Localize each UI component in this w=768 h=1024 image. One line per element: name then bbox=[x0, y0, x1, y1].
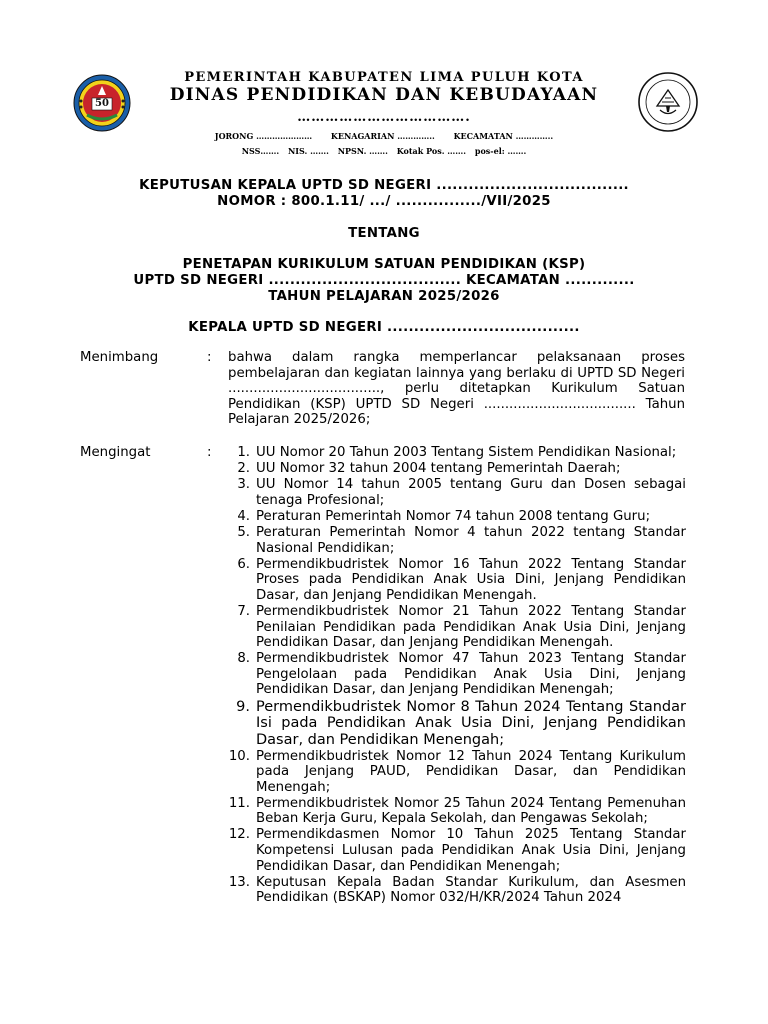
mengingat-item-number: 8. bbox=[237, 651, 250, 667]
decree-kepala: KEPALA UPTD SD NEGERI .................................... bbox=[188, 320, 580, 335]
mengingat-item bbox=[224, 445, 686, 461]
mengingat-item-number: 5. bbox=[237, 524, 250, 540]
letterhead-school-placeholder: ………………………………. bbox=[297, 110, 471, 125]
identifier-nss: NSS……. bbox=[241, 146, 280, 156]
decree-title: KEPUTUSAN KEPALA UPTD SD NEGERI .................................... bbox=[139, 178, 629, 193]
letterhead-address bbox=[0, 131, 768, 141]
mengingat-item-text: Permendikbudristek Nomor 16 Tahun 2022 Tentang Standar Proses pada Pendidikan Anak Usia Dini, Jenjang Pendidikan Dasar, dan Jenjang Pendidikan Menengah. bbox=[256, 556, 686, 603]
mengingat-item-number: 4. bbox=[237, 508, 250, 524]
menimbang-label: Menimbang bbox=[80, 350, 159, 365]
mengingat-item bbox=[224, 699, 686, 749]
mengingat-item bbox=[224, 651, 686, 698]
letterhead-identifiers bbox=[0, 146, 768, 156]
mengingat-item-text: Keputusan Kepala Badan Standar Kurikulum, dan Asesmen Pendidikan (BSKAP) Nomor 032/H/KR/2024 Tahun 2024 bbox=[256, 874, 686, 906]
mengingat-item bbox=[224, 796, 686, 827]
mengingat-item bbox=[224, 749, 686, 796]
mengingat-item-text: Peraturan Pemerintah Nomor 4 tahun 2022 tentang Standar Nasional Pendidikan; bbox=[256, 524, 686, 556]
identifier-pos-el: pos-el: ……. bbox=[474, 146, 527, 156]
letterhead-agency: DINAS PENDIDIKAN DAN KEBUDAYAAN bbox=[169, 85, 599, 105]
decree-number: NOMOR : 800.1.11/ .../ ................/VII/2025 bbox=[217, 194, 551, 209]
mengingat-item-text: UU Nomor 32 tahun 2004 tentang Pemerintah Daerah; bbox=[256, 461, 621, 477]
mengingat-item-text: Permendikbudristek Nomor 25 Tahun 2024 Tentang Pemenuhan Beban Kerja Guru, Kepala Sekolah, dan Pengawas Sekolah; bbox=[256, 795, 686, 827]
letterhead-government: PEMERINTAH KABUPATEN LIMA PULUH KOTA bbox=[184, 70, 584, 85]
menimbang-colon: : bbox=[207, 350, 212, 365]
mengingat-item bbox=[224, 827, 686, 874]
decree-subject-line1: PENETAPAN KURIKULUM SATUAN PENDIDIKAN (KSP) bbox=[182, 257, 586, 272]
mengingat-item-text: Permendikbudristek Nomor 47 Tahun 2023 Tentang Standar Pengelolaan pada Pendidikan Anak Usia Dini, Jenjang Pendidikan Dasar, dan Jenjang Pendidikan Menengah; bbox=[256, 651, 686, 698]
address-kecamatan: KECAMATAN ………….. bbox=[453, 131, 554, 141]
decree-subject-line3: TAHUN PELAJARAN 2025/2026 bbox=[268, 289, 500, 304]
mengingat-item-number: 11. bbox=[228, 795, 250, 811]
decree-subject-line2: UPTD SD NEGERI .................................... KECAMATAN ............. bbox=[133, 273, 635, 288]
mengingat-item-number: 13. bbox=[228, 874, 250, 890]
mengingat-item bbox=[224, 557, 686, 604]
mengingat-item-number: 3. bbox=[237, 477, 250, 493]
mengingat-label: Mengingat bbox=[80, 445, 151, 460]
decree-tentang: TENTANG bbox=[348, 226, 420, 241]
mengingat-item bbox=[224, 604, 686, 651]
identifier-kotak-pos: Kotak Pos. ……. bbox=[396, 146, 467, 156]
mengingat-item-text: Permendikdasmen Nomor 10 Tahun 2025 Tentang Standar Kompetensi Lulusan pada Pendidikan Anak Usia Dini, Jenjang Pendidikan Dasar, dan Pendidikan Menengah; bbox=[256, 827, 686, 874]
identifier-nis: NIS. ……. bbox=[287, 146, 329, 156]
mengingat-item-number: 1. bbox=[237, 445, 250, 460]
mengingat-item-text: Permendikbudristek Nomor 21 Tahun 2022 Tentang Standar Penilaian Pendidikan pada Pendidikan Anak Usia Dini, Jenjang Pendidikan Dasar, dan Jenjang Pendidikan Menengah. bbox=[256, 603, 686, 651]
mengingat-item bbox=[224, 477, 686, 508]
mengingat-item-text: Permendikbudristek Nomor 8 Tahun 2024 Tentang Standar Isi pada Pendidikan Anak Usia Dini, Jenjang Pendidikan Dasar, dan Pendidikan Menengah; bbox=[256, 698, 686, 748]
address-jorong: JORONG ………………… bbox=[214, 131, 313, 141]
mengingat-colon: : bbox=[207, 445, 212, 460]
mengingat-item-text: Permendikbudristek Nomor 12 Tahun 2024 Tentang Kurikulum pada Jenjang PAUD, Pendidikan Dasar, dan Pendidikan Menengah; bbox=[256, 748, 686, 795]
mengingat-item-number: 9. bbox=[236, 698, 250, 715]
mengingat-item-number: 2. bbox=[237, 461, 250, 477]
identifier-npsn: NPSN. ……. bbox=[337, 146, 388, 156]
address-kenagarian: KENAGARIAN ………….. bbox=[330, 131, 435, 141]
mengingat-item bbox=[224, 509, 686, 525]
mengingat-item-text: UU Nomor 20 Tahun 2003 Tentang Sistem Pendidikan Nasional; bbox=[256, 445, 677, 460]
mengingat-item-number: 7. bbox=[237, 603, 250, 619]
menimbang-text: bahwa dalam rangka memperlancar pelaksanaan proses pembelajaran dan kegiatan lainnya yang berlaku di UPTD SD Negeri ...................................., perlu ditetapkan Kurikulum Satuan Pendidikan (KSP) UPTD SD Negeri .................................... Tahun Pelajaran 2025/2026; bbox=[228, 350, 685, 428]
mengingat-item-text: UU Nomor 14 tahun 2005 tentang Guru dan Dosen sebagai tenaga Profesional; bbox=[256, 477, 686, 508]
mengingat-item bbox=[224, 525, 686, 556]
mengingat-item bbox=[224, 875, 686, 906]
mengingat-item-number: 6. bbox=[237, 556, 250, 572]
mengingat-item-number: 10. bbox=[228, 748, 250, 764]
mengingat-item bbox=[224, 461, 686, 477]
mengingat-item-text: Peraturan Pemerintah Nomor 74 tahun 2008 tentang Guru; bbox=[256, 508, 651, 524]
mengingat-item-number: 12. bbox=[228, 827, 250, 843]
logo-number: 50 bbox=[95, 98, 109, 109]
mengingat-list bbox=[224, 445, 686, 906]
